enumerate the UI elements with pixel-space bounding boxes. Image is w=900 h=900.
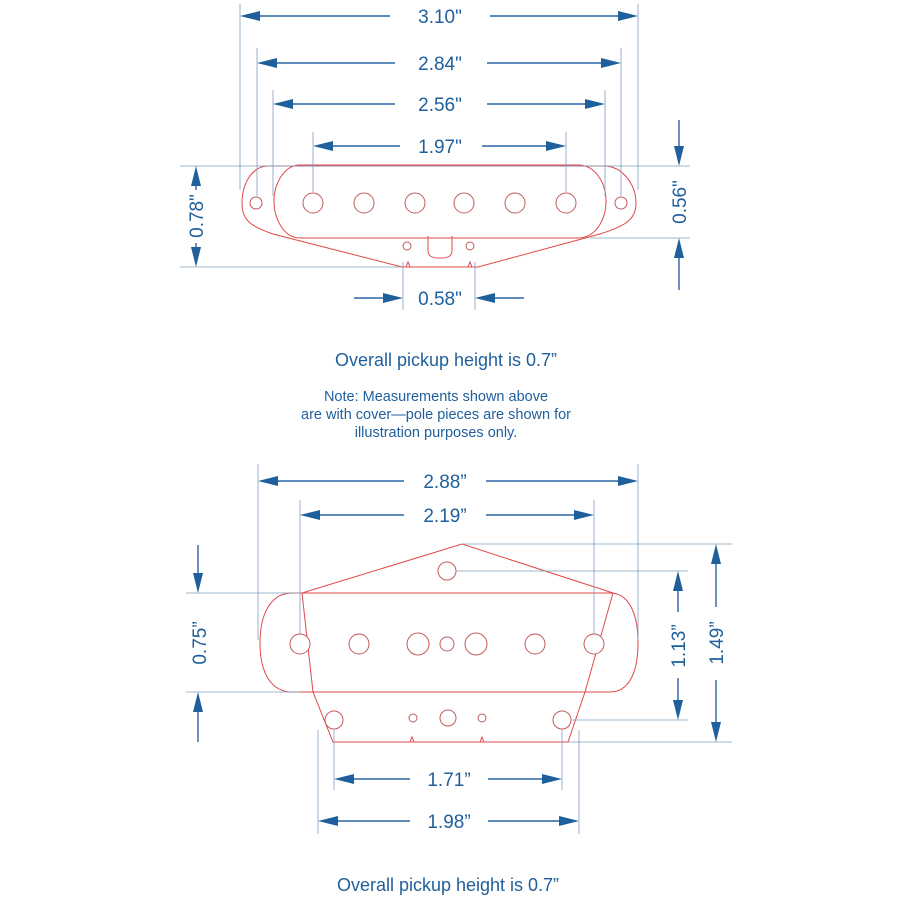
bottom-pickup-center-hole	[440, 637, 454, 651]
top-dim-cover-depth-label: 0.56"	[670, 180, 691, 224]
bottom-pickup-rear-mount-hole-left	[325, 711, 343, 729]
bottom-height-caption: Overall pickup height is 0.7”	[336, 875, 560, 895]
note-line-3: illustration purposes only.	[354, 425, 518, 441]
bottom-pickup-wire-hole-right	[478, 714, 486, 722]
bottom-dim-rear-hole-spacing	[334, 770, 562, 791]
bottom-pickup-rear-mount-hole-right	[553, 711, 571, 729]
top-pickup-wire-hole-left	[403, 242, 411, 250]
top-dim-overall-depth-label: 0.78"	[187, 194, 208, 238]
bottom-pickup-pole-4	[465, 633, 487, 655]
top-pickup-pole-2	[354, 193, 374, 213]
top-pickup-pole-4	[454, 193, 474, 213]
top-pickup-mount-hole-left	[250, 197, 262, 209]
bottom-dim-overall-depth-label: 1.49”	[707, 621, 728, 665]
top-dim-cover-width	[273, 95, 605, 116]
bottom-pickup-rear-center-hole	[440, 710, 456, 726]
bottom-pickup-pole-3	[407, 633, 429, 655]
top-pickup-notch-right	[468, 262, 472, 267]
top-dim-cover-depth	[670, 120, 691, 290]
top-pickup-pole-3	[405, 193, 425, 213]
bottom-pickup-pole-2	[349, 634, 369, 654]
bottom-dim-mount-hole-depth-label: 1.13”	[669, 624, 690, 668]
bottom-pickup-notch-right	[480, 737, 484, 742]
bottom-dim-rear-hole-spacing-label: 1.71”	[427, 770, 471, 791]
top-pickup-pole-5	[505, 193, 525, 213]
bottom-pickup-top-mount-hole	[438, 562, 456, 580]
top-pickup-wire-hole-right	[466, 242, 474, 250]
top-pickup-drawing	[242, 165, 636, 267]
note-line-1: Note: Measurements shown above	[323, 389, 549, 405]
bottom-pickup-notch-left	[410, 737, 414, 742]
top-pickup-pole-6	[556, 193, 576, 213]
top-pickup-notch-left	[406, 262, 410, 267]
top-dim-tab-width	[354, 289, 524, 310]
note-line-2: are with cover—pole pieces are shown for	[301, 407, 571, 423]
bottom-dim-overall-depth	[707, 544, 728, 742]
top-pickup-center-tab	[428, 236, 452, 258]
bottom-dim-mount-hole-depth	[669, 571, 690, 720]
bottom-dim-base-width	[318, 812, 579, 833]
top-dim-overall-depth	[187, 166, 208, 267]
top-dim-overall-width	[240, 7, 638, 28]
bottom-dim-pole-spacing	[300, 506, 594, 527]
top-dim-overall-width-label: 3.10"	[418, 7, 462, 28]
top-dim-pole-spacing-label: 1.97"	[418, 137, 462, 158]
top-dim-mount-hole-spacing-label: 2.84"	[418, 54, 462, 75]
bottom-dim-overall-width	[258, 472, 638, 493]
top-pickup-baseplate-outline	[242, 166, 636, 267]
note-block	[301, 389, 571, 441]
bottom-pickup-pole-1	[290, 634, 310, 654]
bottom-dim-bobbin-depth-label: 0.75”	[190, 621, 211, 665]
bottom-pickup-wire-hole-left	[409, 714, 417, 722]
bottom-pickup-drawing	[260, 544, 638, 742]
top-height-caption: Overall pickup height is 0.7”	[334, 350, 558, 370]
bottom-pickup-pole-5	[525, 634, 545, 654]
top-dim-tab-width-label: 0.58"	[418, 289, 462, 310]
bottom-dim-pole-spacing-label: 2.19”	[423, 506, 467, 527]
top-dim-pole-spacing	[313, 137, 566, 158]
top-dim-mount-hole-spacing	[257, 54, 621, 75]
top-dim-cover-width-label: 2.56"	[418, 95, 462, 116]
bottom-dim-base-width-label: 1.98”	[427, 812, 471, 833]
top-pickup-mount-hole-right	[615, 197, 627, 209]
top-pickup-pole-1	[303, 193, 323, 213]
bottom-pickup-pole-6	[584, 634, 604, 654]
bottom-dim-bobbin-depth	[190, 545, 211, 742]
bottom-dim-overall-width-label: 2.88”	[423, 472, 467, 493]
